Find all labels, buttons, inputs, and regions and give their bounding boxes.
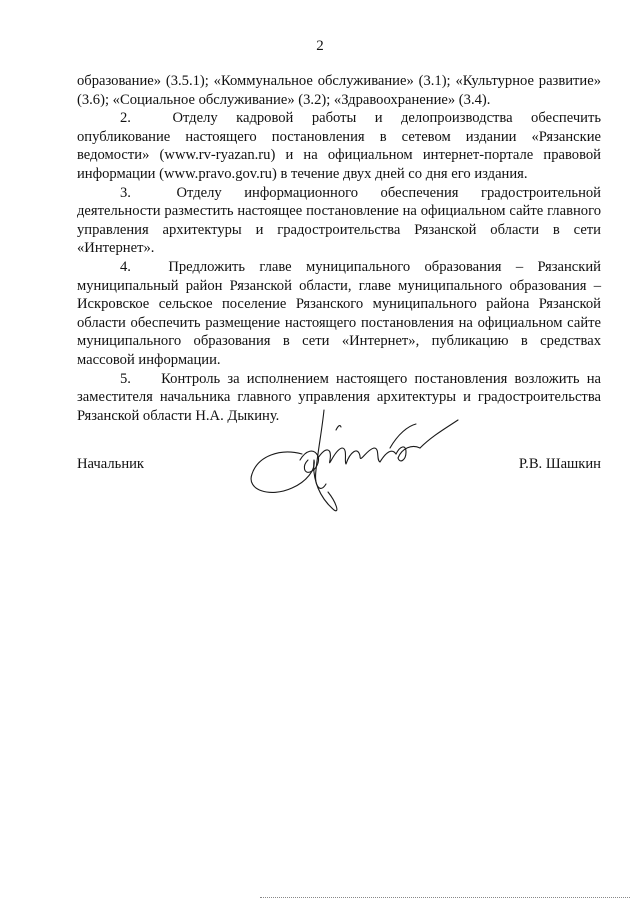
footer-divider (260, 897, 630, 898)
paragraph-number: 3. (120, 184, 131, 201)
paragraph-number: 5. (120, 370, 131, 387)
page-number: 2 (316, 38, 324, 54)
paragraph-text: Предложить главе муниципального образования – Рязанский муниципальный район Рязанской области, главе муниципального образования – Искровское сельское поселение Рязанского муниципального района Рязанской области обеспечить размещение настоящего постановления на официальном сайте муниципального образования в сети «Интернет», публикацию в средствах массовой информации. (77, 258, 601, 368)
paragraph-number: 4. (120, 258, 131, 275)
paragraph-text: образование» (3.5.1); «Коммунальное обслуживание» (3.1); «Культурное развитие» (3.6); «Социальное обслуживание» (3.2); «Здравоохранение» (3.4). (77, 73, 601, 108)
paragraph-3 (77, 184, 601, 258)
paragraph-2 (77, 109, 601, 183)
paragraph-text: Отделу информационного обеспечения градостроительной деятельности разместить настоящее постановление на официальном сайте главного управления архитектуры и градостроительства Рязанской области в сети «Интернет». (77, 184, 601, 257)
signature-block (77, 456, 601, 486)
document-body (77, 72, 601, 425)
handwritten-signature (240, 390, 470, 520)
paragraph-4 (77, 258, 601, 370)
paragraph-number: 2. (120, 110, 131, 127)
paragraph-text: Контроль за исполнением настоящего постановления возложить на заместителя начальника главного управления архитектуры и градостроительства Рязанской области Н.А. Дыкину. (77, 370, 601, 424)
signer-title: Начальник (77, 456, 145, 472)
paragraph-continuation (77, 72, 601, 109)
signer-name: Р.В. Шашкин (518, 456, 601, 472)
paragraph-text: Отделу кадровой работы и делопроизводства обеспечить опубликование настоящего постановления в сетевом издании «Рязанские ведомости» (www.rv-ryazan.ru) и на официальном интернет-портале правовой информации (www.pravo.gov.ru) в течение двух дней со дня его издания. (77, 110, 601, 182)
